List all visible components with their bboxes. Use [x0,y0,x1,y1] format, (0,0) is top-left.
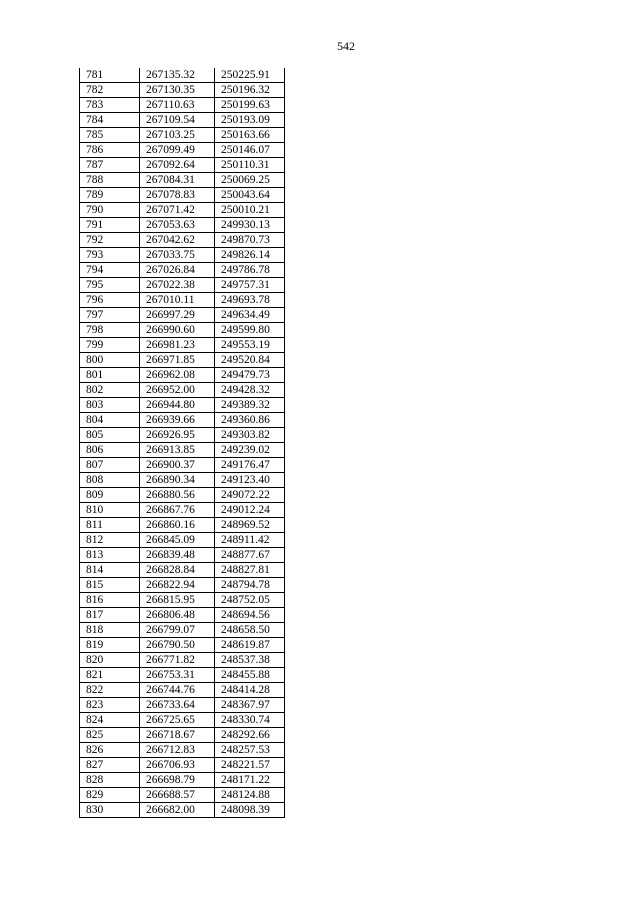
x-coordinate-cell: 266990.60 [140,323,215,338]
table-row [80,113,285,128]
point-number-cell: 784 [80,113,140,128]
x-coordinate-cell: 266981.23 [140,338,215,353]
table-row [80,383,285,398]
table-row [80,698,285,713]
y-coordinate-cell: 249826.14 [215,248,285,263]
table-row [80,428,285,443]
y-coordinate-cell: 249428.32 [215,383,285,398]
x-coordinate-cell: 267092.64 [140,158,215,173]
table-row [80,338,285,353]
table-row [80,143,285,158]
table-row [80,758,285,773]
x-coordinate-cell: 266939.66 [140,413,215,428]
x-coordinate-cell: 266799.07 [140,623,215,638]
x-coordinate-cell: 266828.84 [140,563,215,578]
table-row [80,503,285,518]
point-number-cell: 803 [80,398,140,413]
x-coordinate-cell: 266733.64 [140,698,215,713]
point-number-cell: 788 [80,173,140,188]
x-coordinate-cell: 266688.57 [140,788,215,803]
table-row [80,623,285,638]
y-coordinate-cell: 249239.02 [215,443,285,458]
y-coordinate-cell: 249757.31 [215,278,285,293]
y-coordinate-cell: 248455.88 [215,668,285,683]
point-number-cell: 817 [80,608,140,623]
x-coordinate-cell: 266845.09 [140,533,215,548]
y-coordinate-cell: 250146.07 [215,143,285,158]
y-coordinate-cell: 248877.67 [215,548,285,563]
table-row [80,533,285,548]
point-number-cell: 792 [80,233,140,248]
point-number-cell: 789 [80,188,140,203]
table-row [80,263,285,278]
x-coordinate-cell: 266725.65 [140,713,215,728]
point-number-cell: 790 [80,203,140,218]
y-coordinate-cell: 248969.52 [215,518,285,533]
y-coordinate-cell: 249012.24 [215,503,285,518]
y-coordinate-cell: 250193.09 [215,113,285,128]
y-coordinate-cell: 248694.56 [215,608,285,623]
table-row [80,608,285,623]
table-row [80,578,285,593]
table-row [80,278,285,293]
table-row [80,68,285,83]
point-number-cell: 782 [80,83,140,98]
y-coordinate-cell: 249634.49 [215,308,285,323]
point-number-cell: 802 [80,383,140,398]
point-number-cell: 818 [80,623,140,638]
point-number-cell: 806 [80,443,140,458]
point-number-cell: 787 [80,158,140,173]
y-coordinate-cell: 249389.32 [215,398,285,413]
y-coordinate-cell: 250196.32 [215,83,285,98]
table-row [80,293,285,308]
point-number-cell: 810 [80,503,140,518]
table-row [80,443,285,458]
table-row [80,788,285,803]
y-coordinate-cell: 250043.64 [215,188,285,203]
point-number-cell: 805 [80,428,140,443]
x-coordinate-cell: 267099.49 [140,143,215,158]
x-coordinate-cell: 267135.32 [140,68,215,83]
table-row [80,218,285,233]
x-coordinate-cell: 266771.82 [140,653,215,668]
y-coordinate-cell: 248827.81 [215,563,285,578]
table-row [80,593,285,608]
y-coordinate-cell: 249479.73 [215,368,285,383]
x-coordinate-cell: 266698.79 [140,773,215,788]
point-number-cell: 829 [80,788,140,803]
y-coordinate-cell: 249072.22 [215,488,285,503]
point-number-cell: 812 [80,533,140,548]
coordinates-table [79,68,285,818]
x-coordinate-cell: 267026.84 [140,263,215,278]
x-coordinate-cell: 266822.94 [140,578,215,593]
y-coordinate-cell: 249870.73 [215,233,285,248]
point-number-cell: 786 [80,143,140,158]
table-row [80,728,285,743]
table-row [80,323,285,338]
x-coordinate-cell: 266860.16 [140,518,215,533]
x-coordinate-cell: 267084.31 [140,173,215,188]
table-row [80,473,285,488]
y-coordinate-cell: 248221.57 [215,758,285,773]
y-coordinate-cell: 250010.21 [215,203,285,218]
table-row [80,413,285,428]
point-number-cell: 804 [80,413,140,428]
point-number-cell: 828 [80,773,140,788]
y-coordinate-cell: 248124.88 [215,788,285,803]
table-row [80,398,285,413]
y-coordinate-cell: 248330.74 [215,713,285,728]
point-number-cell: 823 [80,698,140,713]
table-row [80,488,285,503]
x-coordinate-cell: 266753.31 [140,668,215,683]
y-coordinate-cell: 248292.66 [215,728,285,743]
x-coordinate-cell: 266997.29 [140,308,215,323]
point-number-cell: 800 [80,353,140,368]
point-number-cell: 827 [80,758,140,773]
point-number-cell: 813 [80,548,140,563]
x-coordinate-cell: 267130.35 [140,83,215,98]
x-coordinate-cell: 266718.67 [140,728,215,743]
point-number-cell: 791 [80,218,140,233]
point-number-cell: 796 [80,293,140,308]
table-row [80,518,285,533]
y-coordinate-cell: 248794.78 [215,578,285,593]
x-coordinate-cell: 267078.83 [140,188,215,203]
coordinates-table-body [80,68,285,818]
table-row [80,188,285,203]
point-number-cell: 815 [80,578,140,593]
x-coordinate-cell: 266712.83 [140,743,215,758]
table-row [80,773,285,788]
x-coordinate-cell: 266867.76 [140,503,215,518]
x-coordinate-cell: 266880.56 [140,488,215,503]
point-number-cell: 783 [80,98,140,113]
x-coordinate-cell: 267010.11 [140,293,215,308]
y-coordinate-cell: 249520.84 [215,353,285,368]
y-coordinate-cell: 248171.22 [215,773,285,788]
table-row [80,353,285,368]
y-coordinate-cell: 248257.53 [215,743,285,758]
y-coordinate-cell: 248414.28 [215,683,285,698]
point-number-cell: 797 [80,308,140,323]
y-coordinate-cell: 248537.38 [215,653,285,668]
table-row [80,248,285,263]
x-coordinate-cell: 266890.34 [140,473,215,488]
table-row [80,548,285,563]
point-number-cell: 801 [80,368,140,383]
y-coordinate-cell: 249360.86 [215,413,285,428]
y-coordinate-cell: 249176.47 [215,458,285,473]
x-coordinate-cell: 266971.85 [140,353,215,368]
point-number-cell: 781 [80,68,140,83]
y-coordinate-cell: 250069.25 [215,173,285,188]
point-number-cell: 795 [80,278,140,293]
y-coordinate-cell: 248911.42 [215,533,285,548]
point-number-cell: 794 [80,263,140,278]
y-coordinate-cell: 250199.63 [215,98,285,113]
x-coordinate-cell: 266815.95 [140,593,215,608]
table-row [80,128,285,143]
x-coordinate-cell: 267109.54 [140,113,215,128]
point-number-cell: 821 [80,668,140,683]
table-row [80,803,285,818]
x-coordinate-cell: 267033.75 [140,248,215,263]
x-coordinate-cell: 266806.48 [140,608,215,623]
x-coordinate-cell: 267071.42 [140,203,215,218]
point-number-cell: 814 [80,563,140,578]
table-row [80,713,285,728]
y-coordinate-cell: 250163.66 [215,128,285,143]
y-coordinate-cell: 248658.50 [215,623,285,638]
x-coordinate-cell: 266744.76 [140,683,215,698]
x-coordinate-cell: 266790.50 [140,638,215,653]
point-number-cell: 820 [80,653,140,668]
y-coordinate-cell: 249553.19 [215,338,285,353]
point-number-cell: 824 [80,713,140,728]
y-coordinate-cell: 248752.05 [215,593,285,608]
table-row [80,653,285,668]
y-coordinate-cell: 250225.91 [215,68,285,83]
x-coordinate-cell: 267022.38 [140,278,215,293]
y-coordinate-cell: 249123.40 [215,473,285,488]
y-coordinate-cell: 249599.80 [215,323,285,338]
table-row [80,638,285,653]
x-coordinate-cell: 266913.85 [140,443,215,458]
x-coordinate-cell: 266944.80 [140,398,215,413]
x-coordinate-cell: 267042.62 [140,233,215,248]
x-coordinate-cell: 266962.08 [140,368,215,383]
y-coordinate-cell: 249930.13 [215,218,285,233]
y-coordinate-cell: 249303.82 [215,428,285,443]
point-number-cell: 816 [80,593,140,608]
table-row [80,98,285,113]
x-coordinate-cell: 266926.95 [140,428,215,443]
x-coordinate-cell: 267103.25 [140,128,215,143]
table-row [80,683,285,698]
point-number-cell: 822 [80,683,140,698]
point-number-cell: 826 [80,743,140,758]
point-number-cell: 825 [80,728,140,743]
y-coordinate-cell: 249786.78 [215,263,285,278]
y-coordinate-cell: 250110.31 [215,158,285,173]
table-row [80,83,285,98]
y-coordinate-cell: 248367.97 [215,698,285,713]
table-row [80,368,285,383]
x-coordinate-cell: 267110.63 [140,98,215,113]
point-number-cell: 799 [80,338,140,353]
x-coordinate-cell: 266839.48 [140,548,215,563]
table-row [80,233,285,248]
table-row [80,173,285,188]
x-coordinate-cell: 266952.00 [140,383,215,398]
point-number-cell: 793 [80,248,140,263]
point-number-cell: 809 [80,488,140,503]
table-row [80,308,285,323]
point-number-cell: 798 [80,323,140,338]
y-coordinate-cell: 248619.87 [215,638,285,653]
table-row [80,203,285,218]
table-row [80,158,285,173]
x-coordinate-cell: 266682.00 [140,803,215,818]
x-coordinate-cell: 266706.93 [140,758,215,773]
point-number-cell: 807 [80,458,140,473]
point-number-cell: 819 [80,638,140,653]
table-row [80,563,285,578]
x-coordinate-cell: 267053.63 [140,218,215,233]
y-coordinate-cell: 249693.78 [215,293,285,308]
table-row [80,668,285,683]
point-number-cell: 808 [80,473,140,488]
page-number: 542 [337,39,355,53]
point-number-cell: 785 [80,128,140,143]
point-number-cell: 811 [80,518,140,533]
point-number-cell: 830 [80,803,140,818]
y-coordinate-cell: 248098.39 [215,803,285,818]
table-row [80,743,285,758]
x-coordinate-cell: 266900.37 [140,458,215,473]
table-row [80,458,285,473]
